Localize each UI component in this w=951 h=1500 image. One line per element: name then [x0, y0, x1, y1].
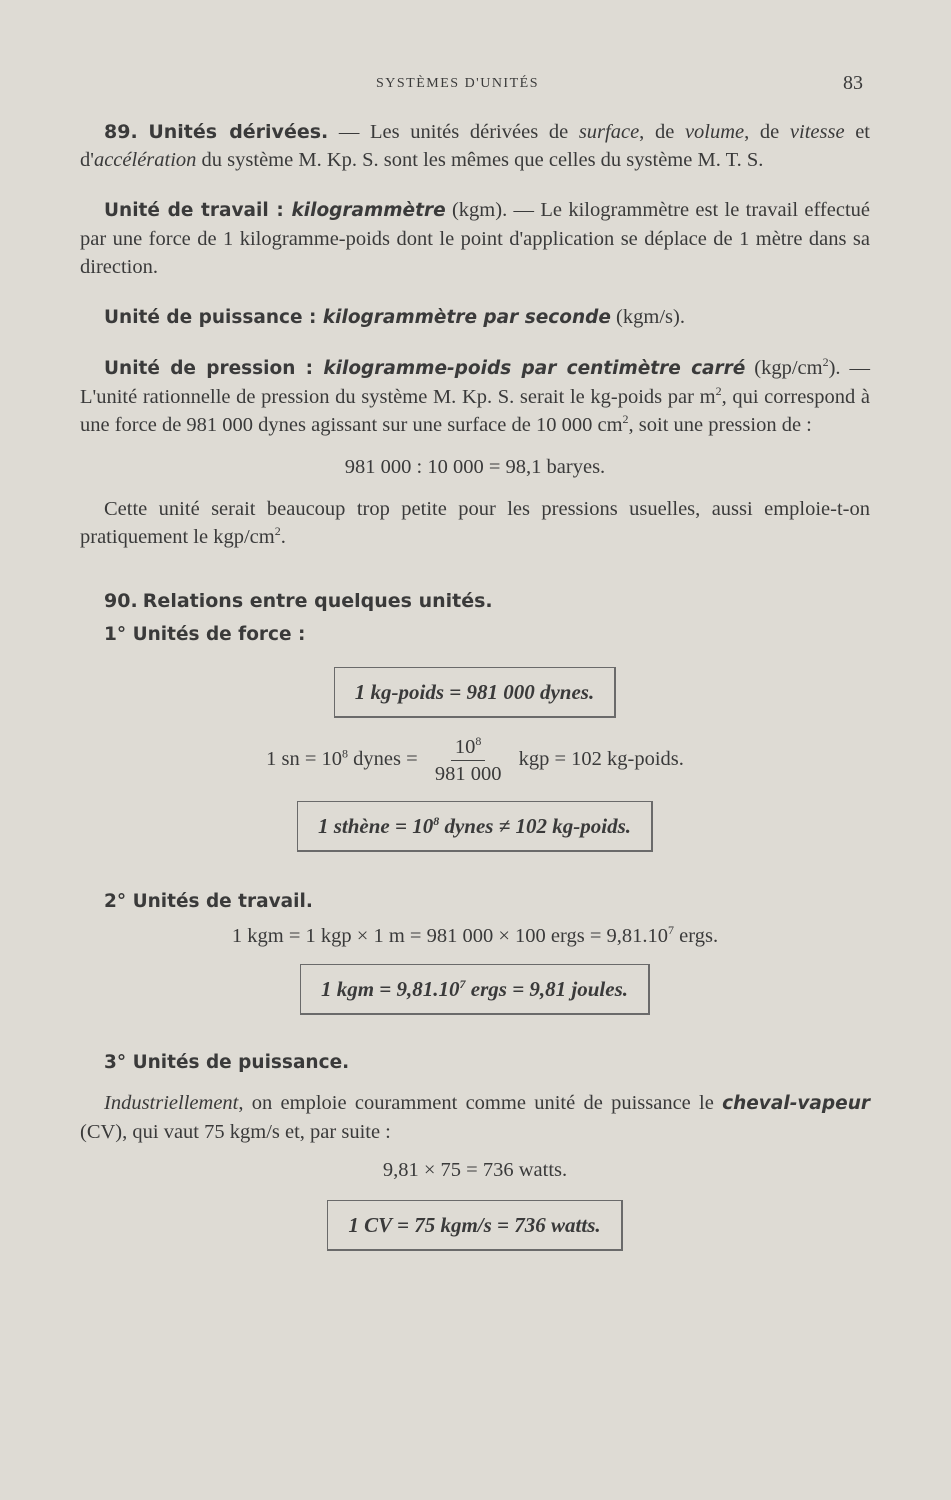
work-box	[300, 964, 650, 1015]
text-run: , on emploie couramment comme unité de puissance le	[238, 1092, 723, 1114]
work-unit-label: Unité de travail :	[104, 200, 292, 221]
work-unit-text: (kgm). — Le kilogrammètre est le travail effectué par une force de 1 kilogramme-poids dont le point d'application se déplace de 1 mètre dans sa direction.	[80, 199, 870, 278]
text-run: (CV), qui vaut 75 kgm/s et, par suite :	[80, 1121, 391, 1143]
superscript: 2	[822, 355, 829, 370]
fraction-numerator	[451, 734, 486, 761]
pressure-unit-name: kilogramme-poids par centimètre carré	[323, 358, 746, 379]
term-industriellement: Industriellement	[104, 1092, 239, 1114]
text-run: , qui correspond à une force de 981 000 dynes agissant sur une surface de 10 000 cm	[80, 386, 871, 436]
fraction	[431, 734, 506, 787]
power-unit-name: kilogrammètre par seconde	[322, 307, 611, 328]
power-box: 1 CV = 75 kgm/s = 736 watts.	[327, 1200, 622, 1251]
text-run: , de	[744, 121, 790, 143]
cv-formula: 9,81 × 75 = 736 watts.	[382, 1159, 568, 1181]
power-paragraph	[80, 1089, 870, 1146]
work-unit-name: kilogrammètre	[291, 200, 446, 221]
text-run: du système M. Kp. S. sont les mêmes que celles du système M. T. S.	[196, 149, 764, 171]
text-run: 1 kgm = 1 kgp × 1 m = 981 000 × 100 ergs = 9,81.10	[231, 925, 669, 947]
text-run: 10	[454, 736, 476, 758]
section-90-title: Relations entre quelques unités.	[142, 590, 493, 612]
force-box-1-wrap	[80, 667, 870, 718]
text-run: (kgp/cm	[745, 357, 823, 379]
pressure-comment	[80, 495, 870, 551]
superscript: 7	[668, 923, 675, 938]
work-box-wrap	[80, 964, 870, 1015]
text-run: ergs.	[674, 925, 719, 947]
power-unit-text: (kgm/s).	[610, 306, 685, 328]
term-cheval-vapeur: cheval-vapeur	[722, 1093, 870, 1114]
force-units-heading: 1° Unités de force :	[104, 624, 306, 645]
superscript: 8	[475, 734, 482, 749]
superscript: 2	[715, 384, 722, 399]
sthene-equation	[80, 734, 870, 787]
text-run: ergs = 9,81 joules.	[465, 977, 629, 1001]
text-run: dynes =	[348, 748, 423, 771]
kgm-equation	[80, 922, 870, 950]
pressure-unit-paragraph	[80, 354, 870, 439]
text-run: 1 sthène = 10	[317, 814, 434, 838]
running-title: SYSTÈMES D'UNITÉS	[376, 76, 539, 91]
power-unit-label: Unité de puissance :	[104, 307, 323, 328]
text-run: dynes ≠ 102 kg-poids.	[439, 814, 631, 838]
pressure-formula: 981 000 : 10 000 = 98,1 baryes.	[344, 456, 606, 478]
text-run: 1 sn = 10	[266, 748, 343, 771]
text-run: , soit une pression de :	[628, 414, 812, 436]
pressure-unit-label: Unité de pression :	[104, 358, 324, 379]
power-units-heading: 3° Unités de puissance.	[104, 1052, 350, 1073]
text-run: kgp = 102 kg-poids.	[513, 748, 684, 771]
work-units-heading: 2° Unités de travail.	[104, 891, 313, 912]
term-volume: volume	[684, 121, 745, 143]
superscript: 8	[342, 746, 349, 761]
text-run: et d'	[80, 121, 870, 171]
section-90-number: 90.	[104, 590, 138, 612]
superscript: 2	[274, 524, 281, 539]
term-vitesse: vitesse	[789, 121, 845, 143]
text-run: Cette unité serait beaucoup trop petite pour les pressions usuelles, aussi emploie-t-on pratiquement le kgp/cm	[80, 498, 870, 548]
work-unit-paragraph	[80, 196, 870, 281]
section-90-heading	[80, 587, 870, 615]
page-body	[80, 118, 870, 1251]
fraction-denominator: 981 000	[434, 763, 502, 785]
superscript: 8	[433, 814, 440, 828]
power-box-wrap	[80, 1200, 870, 1251]
section-89-number: 89.	[104, 121, 138, 143]
page-number: 83	[843, 72, 863, 94]
section-89-paragraph	[80, 118, 870, 174]
force-box-2-wrap	[80, 801, 870, 852]
term-acceleration: accélération	[93, 149, 197, 171]
force-box-1: 1 kg-poids = 981 000 dynes.	[334, 667, 616, 718]
text-run: .	[280, 526, 286, 548]
power-unit-paragraph	[80, 303, 870, 332]
section-89-title: Unités dérivées.	[148, 121, 329, 143]
term-surface: surface	[578, 121, 640, 143]
text-run: , de	[639, 121, 685, 143]
text-run: 1 kgm = 9,81.10	[320, 977, 460, 1001]
superscript: 7	[459, 977, 466, 991]
text-run: — Les unités dérivées de	[328, 121, 579, 143]
superscript: 2	[622, 412, 629, 427]
force-box-2	[297, 801, 653, 852]
text-run: ). — L'unité rationnelle de pression du système M. Kp. S. serait le kg-poids par m	[80, 357, 871, 408]
